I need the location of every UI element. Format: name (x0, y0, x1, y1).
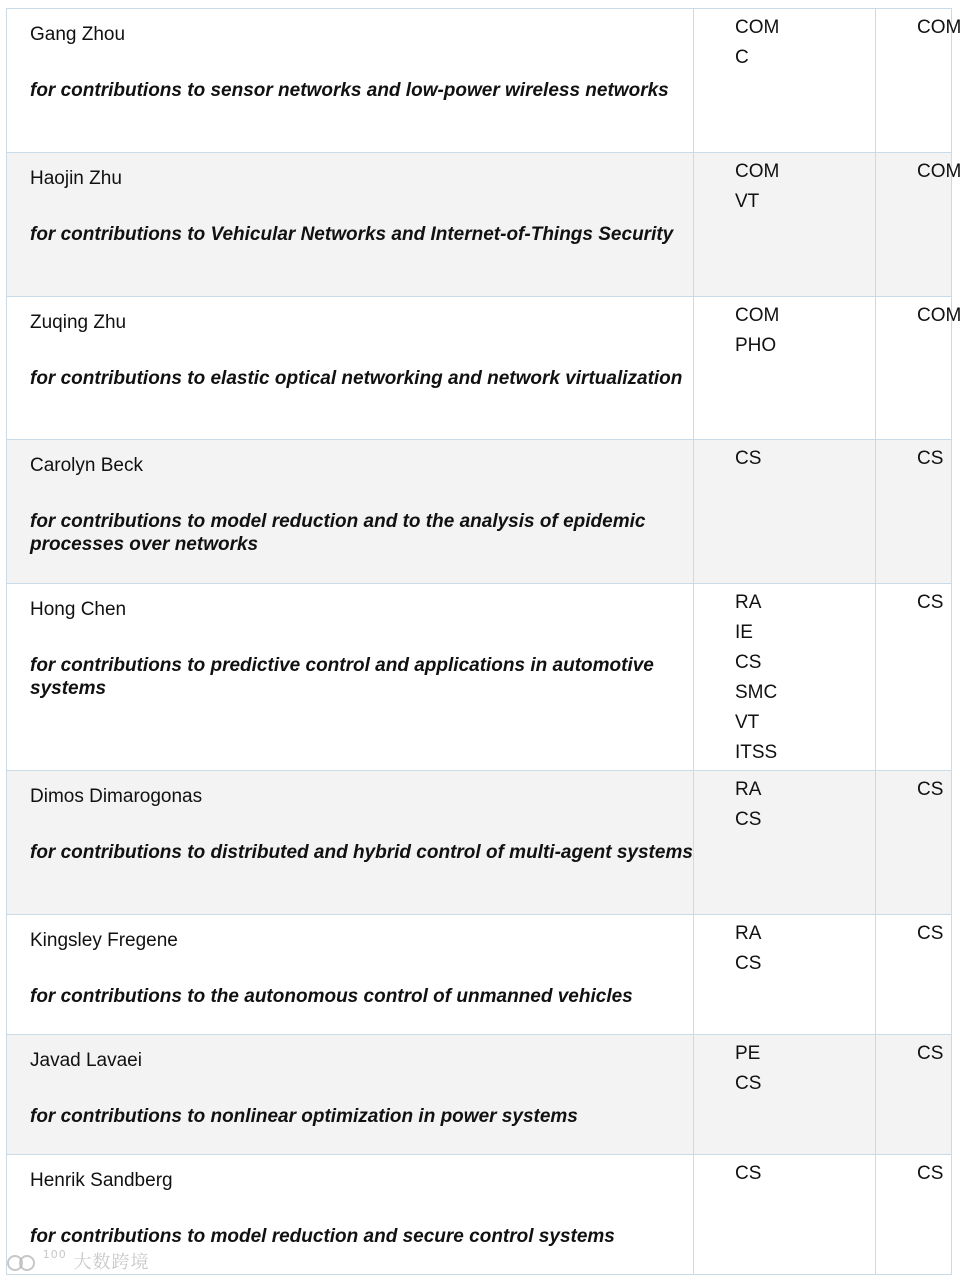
fellow-cell (7, 297, 694, 440)
fellow-name: Hong Chen (30, 599, 127, 620)
society-cell (694, 915, 876, 1035)
fellow-citation: for contributions to Vehicular Networks and Internet-of-Things Security (30, 224, 674, 245)
fellow-citation: for contributions to model reduction and secure control systems (30, 1226, 615, 1247)
evaluating-society: CS (917, 779, 944, 800)
table-row (7, 1035, 952, 1155)
society-cell (694, 771, 876, 915)
society-list: COM VT (735, 161, 780, 212)
table-row (7, 153, 952, 297)
fellow-cell (7, 584, 694, 771)
evaluating-cell (876, 915, 952, 1035)
watermark-logo-icon (6, 1254, 36, 1272)
evaluating-society: CS (917, 448, 944, 469)
fellow-name: Kingsley Fregene (30, 930, 178, 951)
society-list: RA CS (735, 923, 762, 974)
evaluating-society: COM (917, 17, 961, 38)
evaluating-society: CS (917, 923, 944, 944)
fellows-table (6, 8, 961, 1275)
table-row (7, 915, 952, 1035)
society-list: PE CS (735, 1043, 762, 1094)
table-row (7, 771, 952, 915)
evaluating-cell (876, 1155, 952, 1275)
evaluating-cell (876, 153, 961, 297)
evaluating-cell (876, 297, 961, 440)
evaluating-cell (876, 1035, 952, 1155)
fellow-name: Dimos Dimarogonas (30, 786, 203, 807)
table-row (7, 584, 952, 771)
fellow-citation: for contributions to nonlinear optimization in power systems (30, 1106, 578, 1127)
society-cell (694, 1035, 876, 1155)
fellow-name: Carolyn Beck (30, 455, 143, 476)
fellow-citation: for contributions to model reduction and to the analysis of epidemic processes over networks (30, 511, 646, 555)
fellow-citation: for contributions to sensor networks and low-power wireless networks (30, 80, 669, 101)
evaluating-cell (876, 584, 952, 771)
fellow-cell (7, 915, 694, 1035)
evaluating-society: CS (917, 1043, 944, 1064)
fellow-citation: for contributions to predictive control and applications in automotive systems (30, 655, 654, 699)
fellow-name: Zuqing Zhu (30, 312, 127, 333)
fellow-citation: for contributions to the autonomous control of unmanned vehicles (30, 986, 633, 1007)
fellow-name: Henrik Sandberg (30, 1170, 173, 1191)
society-list: RA CS (735, 779, 762, 830)
society-list: RA IE CS SMC VT ITSS (735, 592, 778, 763)
watermark (6, 1248, 149, 1274)
society-cell (694, 297, 876, 440)
society-list: COM PHO (735, 305, 780, 356)
fellow-name: Javad Lavaei (30, 1050, 142, 1071)
fellow-cell (7, 771, 694, 915)
evaluating-society: COM (917, 161, 961, 182)
society-list: COM C (735, 17, 780, 68)
fellow-cell (7, 9, 694, 153)
watermark-text: 大数跨境 (73, 1252, 150, 1273)
fellow-cell (7, 440, 694, 584)
fellow-cell (7, 1035, 694, 1155)
table-row (7, 297, 952, 440)
society-cell (694, 440, 876, 584)
society-cell (694, 1155, 876, 1275)
society-cell (694, 584, 876, 771)
evaluating-cell (876, 9, 961, 153)
fellow-cell (7, 153, 694, 297)
society-cell (694, 9, 876, 153)
fellow-citation: for contributions to elastic optical networking and network virtualization (30, 368, 683, 389)
evaluating-society: CS (917, 592, 944, 613)
evaluating-society: COM (917, 305, 961, 326)
society-cell (694, 153, 876, 297)
evaluating-cell (876, 771, 952, 915)
fellow-name: Gang Zhou (30, 24, 126, 45)
evaluating-cell (876, 440, 952, 584)
watermark-logo-text: 100 (42, 1248, 67, 1261)
society-list: CS (735, 1163, 762, 1184)
table-row (7, 440, 952, 584)
society-list: CS (735, 448, 762, 469)
evaluating-society: CS (917, 1163, 944, 1184)
fellow-citation: for contributions to distributed and hybrid control of multi-agent systems (30, 842, 693, 863)
fellow-name: Haojin Zhu (30, 168, 122, 189)
table-row (7, 9, 952, 153)
